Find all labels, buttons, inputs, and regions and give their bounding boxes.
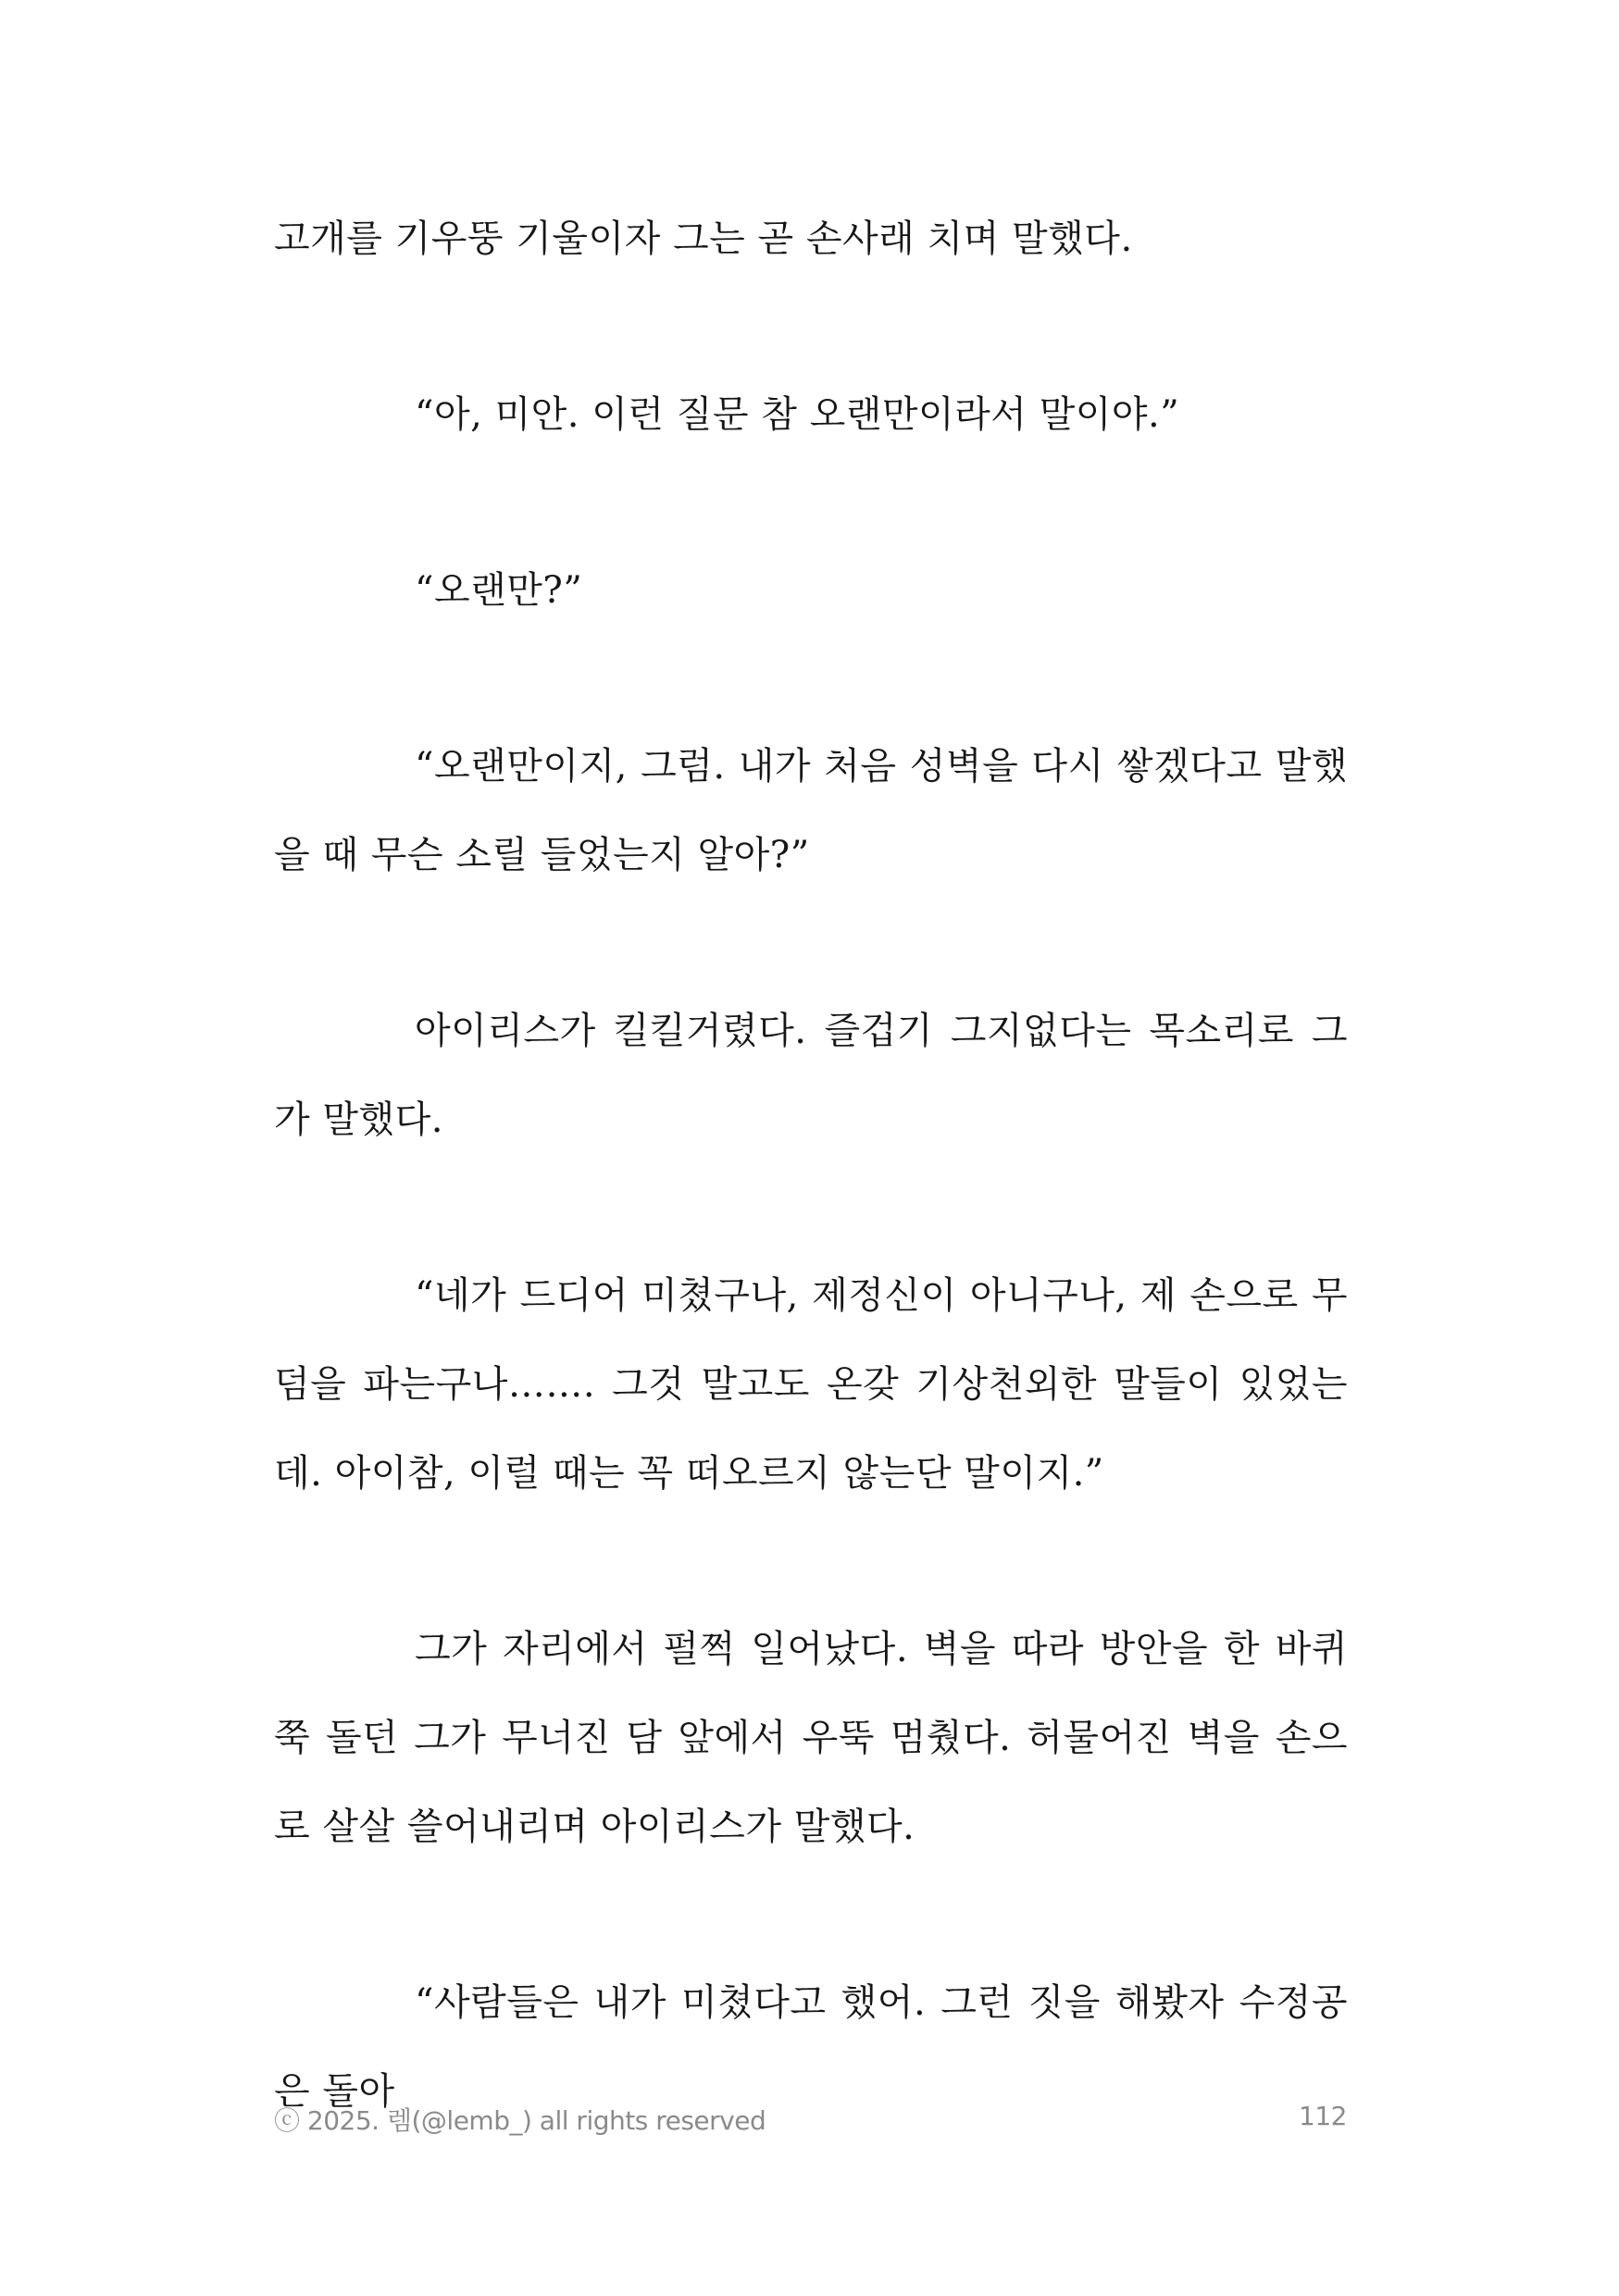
paragraph-1: 고개를 기우뚱 기울이자 그는 곧 손사래 치며 말했다.: [274, 217, 1133, 260]
paragraph-3: “오랜만?”: [415, 569, 583, 612]
paragraph-6: “네가 드디어 미쳤구나, 제정신이 아니구나, 제 손으로 무덤을 파는구나……. 그것 말고도 온갖 기상천외한 말들이 있었는데. 아이참, 이럴 때는 꼭 떠오르지 않는단 말이지.”: [274, 1274, 1348, 1495]
paragraph-2: “아, 미안. 이런 질문 참 오랜만이라서 말이야.”: [415, 393, 1180, 436]
copyright-notice: ⓒ 2025. 렘(@lemb_) all rights reserved: [274, 2105, 766, 2136]
paragraph-4: “오랜만이지, 그럼. 내가 처음 성벽을 다시 쌓겠다고 말했을 때 무슨 소릴 들었는지 알아?”: [274, 745, 1348, 876]
paragraph-7: 그가 자리에서 펄쩍 일어났다. 벽을 따라 방안을 한 바퀴 쭉 돌던 그가 무너진 담 앞에서 우뚝 멈췄다. 허물어진 벽을 손으로 살살 쓸어내리며 아이리스가 말했다.: [274, 1628, 1348, 1848]
page-number: 112: [1299, 2101, 1347, 2131]
paragraph-8: “사람들은 내가 미쳤다고 했어. 그런 짓을 해봤자 수정공은 돌아: [274, 1981, 1348, 2113]
paragraph-5: 아이리스가 킬킬거렸다. 즐겁기 그지없다는 목소리로 그가 말했다.: [274, 1010, 1348, 1141]
body-text: [274, 194, 1348, 2223]
